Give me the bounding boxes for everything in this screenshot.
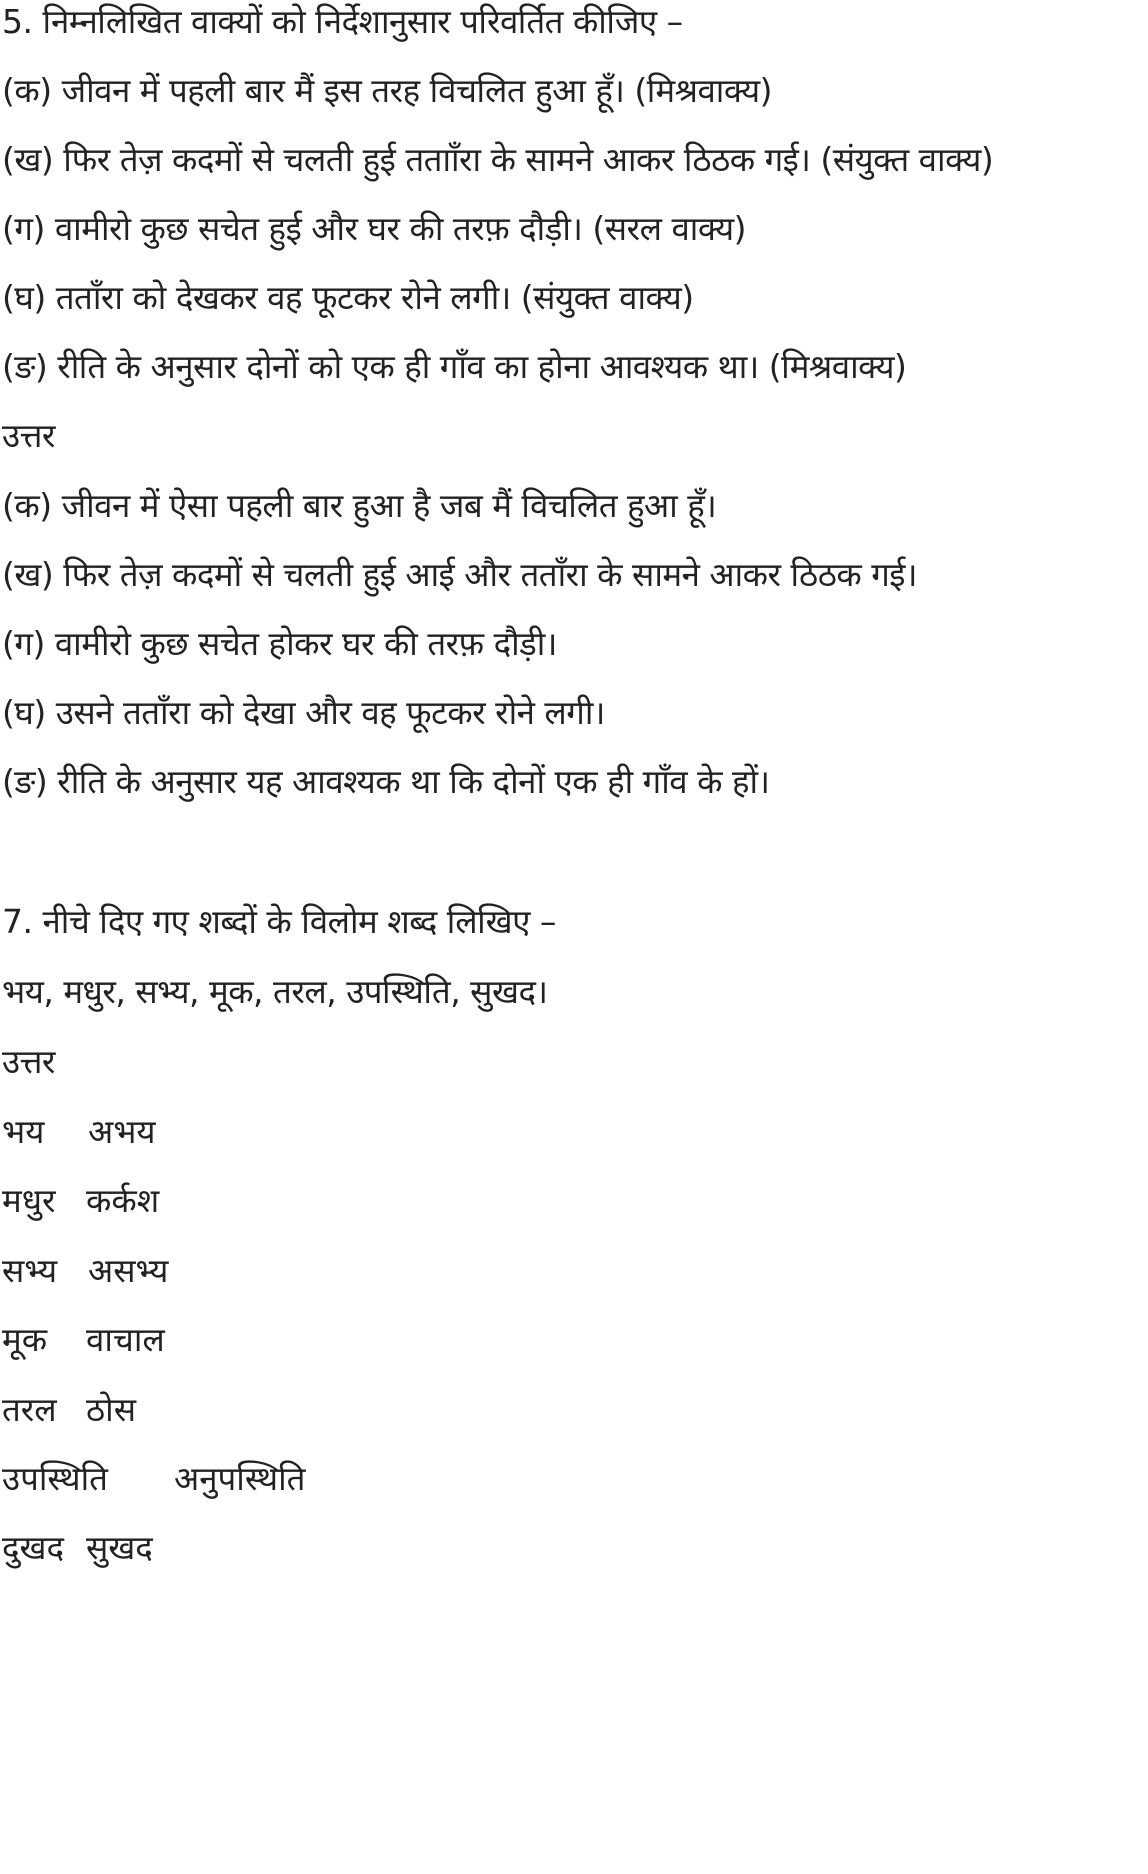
q5-question-ga: (ग) वामीरो कुछ सचेत हुई और घर की तरफ़ दौड़ी। (सरल वाक्य): [2, 209, 747, 248]
antonym-word: मधुर: [2, 1181, 56, 1220]
antonym-answer: ठोस: [86, 1390, 137, 1429]
antonym-pair: [2, 1457, 306, 1501]
q5-answer-gha: (घ) उसने तताँरा को देखा और वह फूटकर रोने लगी।: [2, 693, 605, 732]
antonym-answer: अनुपस्थिति: [174, 1459, 306, 1498]
antonym-answer: अभय: [88, 1112, 156, 1151]
q7-words: भय, मधुर, सभ्य, मूक, तरल, उपस्थिति, सुखद।: [2, 972, 548, 1011]
antonym-word: सभ्य: [2, 1251, 58, 1290]
antonym-word: भय: [2, 1112, 45, 1151]
q5-answer-ga: (ग) वामीरो कुछ सचेत होकर घर की तरफ़ दौड़ी।: [2, 624, 557, 663]
antonym-word: तरल: [2, 1390, 57, 1429]
q7-answer-label: उत्तर: [2, 1042, 55, 1081]
antonym-pair: [2, 1110, 156, 1154]
q5-question-kha: (ख) फिर तेज़ कदमों से चलती हुई ततााँरा के सामने आकर ठिठक गई। (संयुक्त वाक्य): [2, 140, 994, 179]
antonym-answer: सुखद: [86, 1528, 153, 1567]
q5-answer-label: उत्तर: [2, 416, 55, 455]
antonym-answer: वाचाल: [86, 1320, 165, 1359]
q5-question-gha: (घ) तताँरा को देखकर वह फूटकर रोने लगी। (संयुक्त वाक्य): [2, 278, 694, 317]
q5-question-ka: (क) जीवन में पहली बार मैं इस तरह विचलित हुआ हूँ। (मिश्रवाक्य): [2, 71, 773, 110]
antonym-pair: [2, 1179, 160, 1223]
antonym-word: मूक: [2, 1320, 48, 1359]
antonym-word: उपस्थिति: [2, 1459, 108, 1498]
antonym-word: दुखद: [2, 1528, 65, 1567]
antonym-pair: [2, 1526, 153, 1570]
q5-question-nga: (ङ) रीति के अनुसार दोनों को एक ही गाँव का होना आवश्यक था। (मिश्रवाक्य): [2, 347, 907, 386]
antonym-pair: [2, 1318, 165, 1362]
q5-answer-kha: (ख) फिर तेज़ कदमों से चलती हुई आई और तताँरा के सामने आकर ठिठक गई।: [2, 555, 917, 594]
q5-answer-nga: (ङ) रीति के अनुसार यह आवश्यक था कि दोनों एक ही गाँव के हों।: [2, 762, 770, 801]
antonym-answer: असभ्य: [88, 1251, 169, 1290]
q7-heading: 7. नीचे दिए गए शब्दों के विलोम शब्द लिखिए –: [2, 902, 556, 941]
q5-heading: 5. निम्नलिखित वाक्यों को निर्देशानुसार परिवर्तित कीजिए –: [2, 2, 683, 41]
q5-answer-ka: (क) जीवन में ऐसा पहली बार हुआ है जब मैं विचलित हुआ हूँ।: [2, 486, 717, 525]
antonym-pair: [2, 1249, 169, 1293]
antonym-answer: कर्कश: [86, 1181, 160, 1220]
antonym-pair: [2, 1388, 137, 1432]
